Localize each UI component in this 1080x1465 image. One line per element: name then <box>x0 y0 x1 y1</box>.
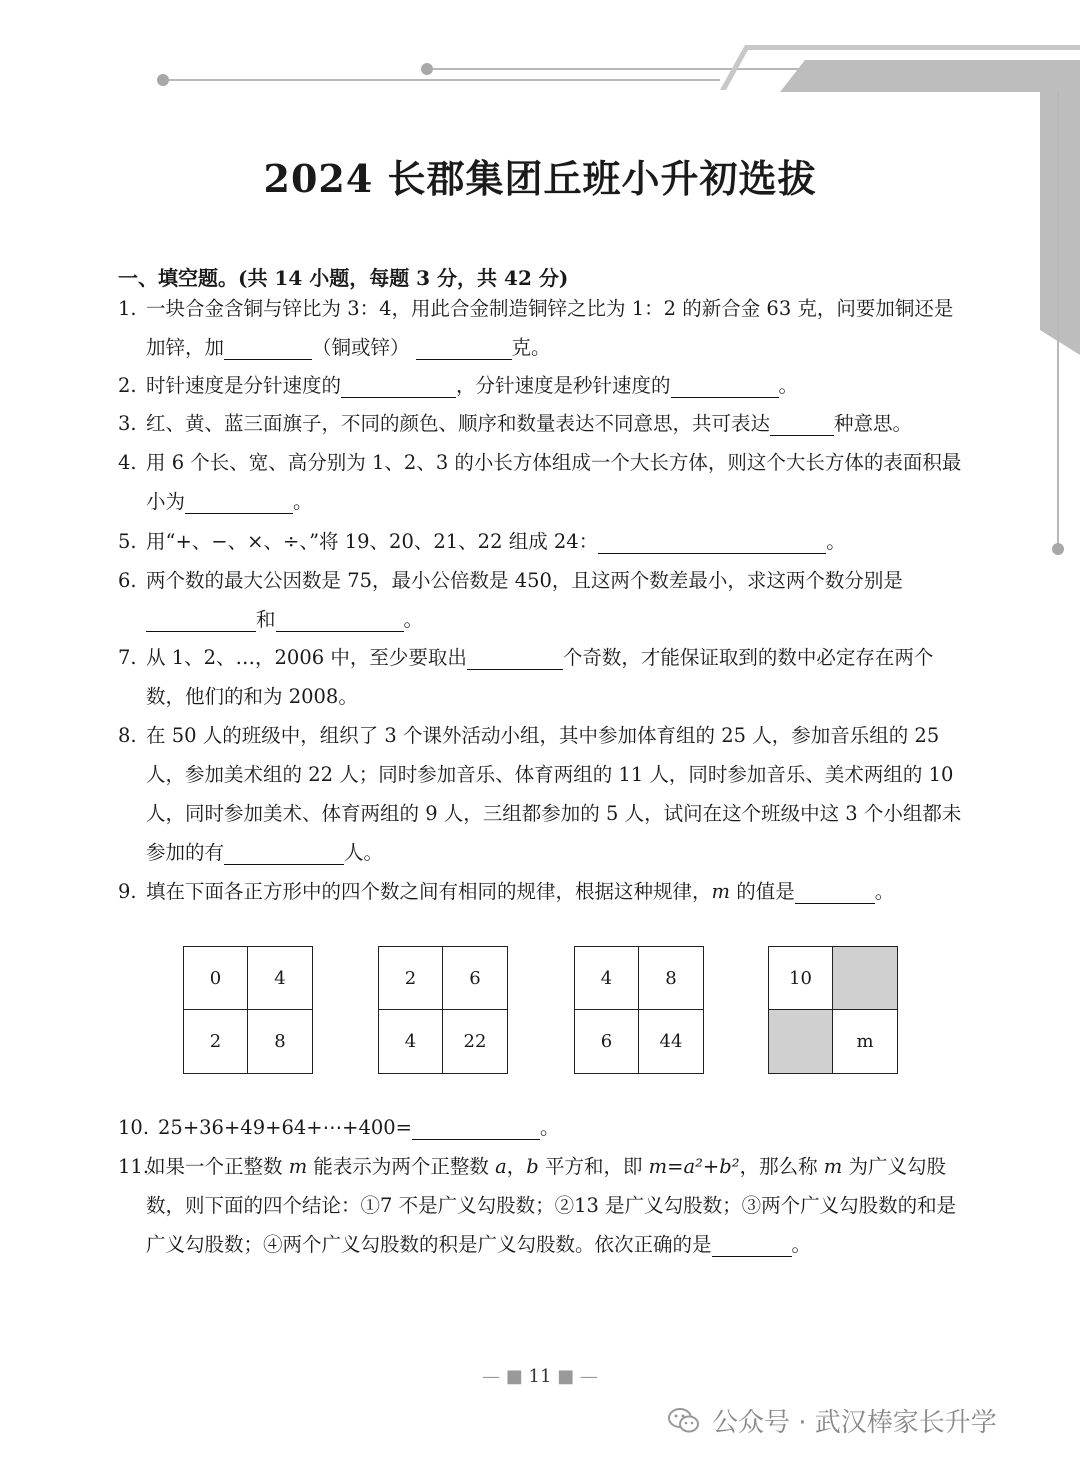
answer-blank[interactable] <box>770 412 834 436</box>
question-10: 10. 25+36+49+64+⋯+400= 。 <box>118 1116 560 1139</box>
grid-cell: m <box>856 1031 874 1052</box>
answer-blank[interactable] <box>146 608 256 632</box>
question-8: 8. 在 50 人的班级中，组织了 3 个课外活动小组，其中参加体育组的 25 人，参加音乐组的 25 人，参加美术组的 22 人；同时参加音乐、体育两组的 11 人，同时参加音乐、美术两组的 10 人，同时参加美术、体育两组的 9 人，三组都参加的 5 人，试问在这个班级中这 3 个小组都未参加的有 人。 <box>118 724 962 864</box>
grid-cell: 2 <box>379 947 443 1010</box>
watermark <box>668 1402 997 1439</box>
number-square-2 <box>378 946 508 1074</box>
answer-blank[interactable] <box>598 530 826 554</box>
question-9: 9. 填在下面各正方形中的四个数之间有相同的规律，根据这种规律，m 的值是 。 <box>118 880 895 903</box>
answer-blank[interactable] <box>185 490 293 514</box>
grid-cell: 8 <box>639 947 703 1010</box>
answer-blank[interactable] <box>671 374 779 398</box>
grid-cell: 4 <box>575 947 639 1010</box>
question-5: 5. 用“+、−、×、÷、”将 19、20、21、22 组成 24： 。 <box>118 530 846 553</box>
question-1: 1. 一块合金含铜与锌比为 3：4，用此合金制造铜锌之比为 1：2 的新合金 63 克，问要加铜还是加锌，加 （铜或锌） 克。 <box>118 297 954 359</box>
shaded-cell <box>769 1010 833 1073</box>
question-6: 6. 两个数的最大公因数是 75，最小公倍数是 450，且这两个数差最小，求这两个数分别是和 。 <box>118 569 903 631</box>
question-4: 4. 用 6 个长、宽、高分别为 1、2、3 的小长方体组成一个大长方体，则这个大长方体的表面积最小为 。 <box>118 451 962 513</box>
answer-blank[interactable] <box>341 374 456 398</box>
number-square-1 <box>183 946 313 1074</box>
question-2: 2. 时针速度是分针速度的 ，分针速度是秒针速度的 。 <box>118 374 799 397</box>
shaded-cell <box>833 947 897 1010</box>
answer-blank[interactable] <box>795 880 875 904</box>
answer-blank[interactable] <box>416 336 512 360</box>
grid-cell: 2 <box>184 1010 248 1073</box>
answer-blank[interactable] <box>224 336 312 360</box>
page-number-decoration-left: — ■ <box>482 1366 529 1387</box>
wechat-icon <box>668 1407 700 1435</box>
grid-cell: 4 <box>248 947 312 1010</box>
grid-cell: 6 <box>575 1010 639 1073</box>
grid-cell: 0 <box>184 947 248 1010</box>
grid-cell: 6 <box>443 947 507 1010</box>
number-square-3 <box>574 946 704 1074</box>
grid-cell: 8 <box>274 1031 286 1052</box>
question-7: 7. 从 1、2、…，2006 中，至少要取出 个奇数，才能保证取到的数中必定存在两个数，他们的和为 2008。 <box>118 646 934 708</box>
grid-cell: 44 <box>659 1031 683 1052</box>
answer-blank[interactable] <box>276 608 404 632</box>
answer-blank[interactable] <box>467 646 563 670</box>
number-square-4 <box>768 946 898 1074</box>
page-title: 2024 长郡集团丘班小升初选拔 <box>263 156 817 201</box>
grid-cell: 10 <box>769 947 833 1010</box>
question-3: 3. 红、黄、蓝三面旗子，不同的颜色、顺序和数量表达不同意思，共可表达 种意思。 <box>118 412 913 435</box>
watermark-text: 公众号 · 武汉棒家长升学 <box>712 1408 997 1438</box>
answer-blank[interactable] <box>224 841 344 865</box>
page-number-decoration-right: ■ — <box>557 1366 598 1387</box>
answer-blank[interactable] <box>412 1116 540 1140</box>
question-11: 11. 如果一个正整数 m 能表示为两个正整数 a，b 平方和，即 m=a²+b²，那么称 m 为广义勾股数，则下面的四个结论：①7 不是广义勾股数；②13 是广义勾股数；③两个广义勾股数的和是广义勾股数；④两个广义勾股数的积是广义勾股数。依次正确的是 。 <box>118 1155 957 1256</box>
grid-cell: 22 <box>463 1031 487 1052</box>
grid-cell: 4 <box>379 1010 443 1073</box>
answer-blank[interactable] <box>712 1233 792 1257</box>
page-number: — ■ 11 ■ — <box>482 1366 598 1387</box>
section-heading: 一、填空题。(共 14 小题，每题 3 分，共 42 分) <box>118 266 569 290</box>
